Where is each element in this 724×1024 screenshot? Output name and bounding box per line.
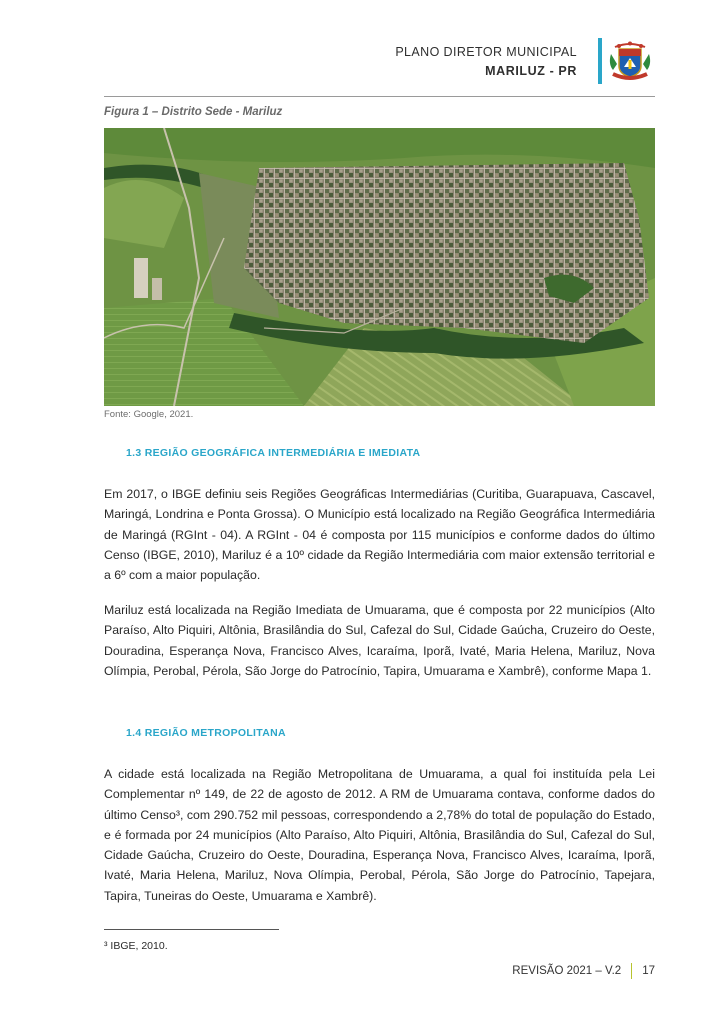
revision-label: REVISÃO 2021 – V.2: [512, 965, 622, 977]
footnote-divider: [104, 929, 279, 930]
header: [395, 44, 577, 82]
section-heading: 1.3 REGIÃO GEOGRÁFICA INTERMEDIÁRIA E IMEDIATA: [126, 447, 421, 459]
municipal-crest-icon: [607, 40, 653, 82]
aerial-photo: [104, 128, 655, 406]
header-accent-bar: [598, 38, 602, 84]
page-number: 17: [642, 965, 655, 977]
page-footer: [512, 963, 655, 979]
figure-source: Fonte: Google, 2021.: [104, 409, 194, 420]
paragraph: Mariluz está localizada na Região Imediata de Umuarama, que é composta por 22 municípios (Alto Paraíso, Alto Piquiri, Altônia, Brasilândia do Sul, Cafezal do Sul, Cidade Gaúcha, Cruzeiro do Oeste, Douradina, Esperança Nova, Francisco Alves, Icaraíma, Iporã, Ivaté, Maria Helena, Mariluz, Nova Olímpia, Perobal, Pérola, São Jorge do Patrocínio, Tapira, Umuarama e Xambrê), conforme Mapa 1.: [104, 603, 655, 678]
figure-caption: Figura 1 – Distrito Sede - Mariluz: [104, 106, 283, 118]
header-divider: [104, 96, 655, 97]
footer-separator: [631, 963, 632, 979]
paragraph: Em 2017, o IBGE definiu seis Regiões Geográficas Intermediárias (Curitiba, Guarapuava, Cascavel, Maringá, Londrina e Ponta Grossa). O Município está localizado na Região Geográfica Intermediária de Maringá (RGInt - 04). A RGInt - 04 é composta por 115 municípios e conforme dados do último Censo (IBGE, 2010), Mariluz é a 10º cidade da Região Intermediária com maior extensão territorial e a 6º com a maior população.: [104, 487, 655, 583]
paragraph: A cidade está localizada na Região Metropolitana de Umuarama, a qual foi instituída pela Lei Complementar nº 149, de 22 de agosto de 2012. A RM de Umuarama contava, conforme dados do último Censo³, com 290.752 mil pessoas, correspondendo a 2,78% do total de população do Estado, e é formada por 24 municípios (Alto Paraíso, Alto Piquiri, Altônia, Brasilândia do Sul, Cafezal do Sul, Cidade Gaúcha, Cruzeiro do Oeste, Douradina, Esperança Nova, Francisco Alves, Icaraíma, Iporã, Ivaté, Maria Helena, Mariluz, Nova Olímpia, Perobal, Pérola, São Jorge do Patrocínio, Tapejara, Tapira, Tuneiras do Oeste, Umuarama e Xambrê).: [104, 767, 655, 903]
municipality-name: MARILUZ - PR: [485, 64, 577, 78]
document-title: PLANO DIRETOR MUNICIPAL: [395, 45, 577, 59]
section-heading: 1.4 REGIÃO METROPOLITANA: [126, 727, 286, 739]
footnote: ³ IBGE, 2010.: [104, 940, 168, 952]
